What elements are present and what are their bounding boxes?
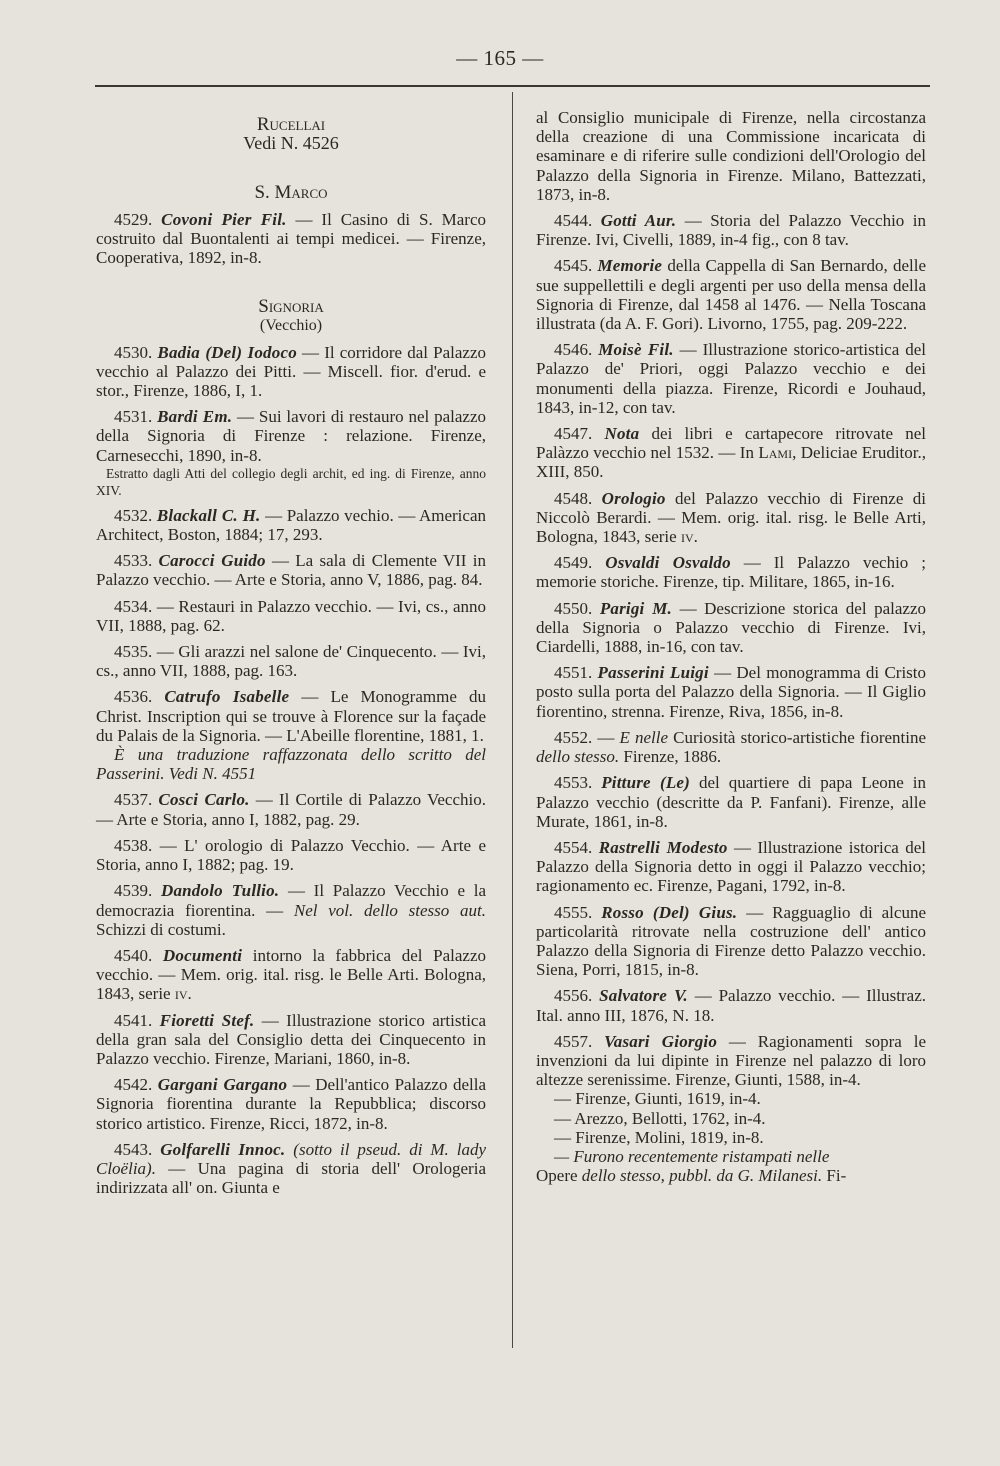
entry-4537: 4537. Cosci Carlo. — Il Cortile di Palazzo Vecchio. — Arte e Storia, anno I, 1882, pag. 29. (96, 790, 486, 829)
entry-4543: 4543. Golfarelli Innoc. (sotto il pseud. di M. lady Cloëlia). — Una pagina di storia dell' Orologeria indirizzata all' on. Giunta e (96, 1139, 487, 1198)
entry-4544: 4544. Gotti Aur. — Storia del Palazzo Vecchio in Firenze. Ivi, Civelli, 1889, in-4 fig., con 8 tav. (536, 211, 927, 250)
entry-4554: 4554. Rastrelli Modesto — Illustrazione istorica del Palazzo della Signoria detto in oggi il Palazzo vecchio; ragionamento ec. Firenze, Pagani, 1792, in-8. (536, 837, 927, 896)
entry-4545: 4545. Memorie della Cappella di San Bernardo, delle sue suppellettili e degli argenti per uso della mensa della Signoria di Firenze, dal 1458 al 1476. — Nella Toscana illustrata (da A. F. Gori). Livorno, 1755, pag. 209-222. (536, 256, 926, 334)
entry-4529: 4529. Covoni Pier Fil. — Il Casino di S. Marco costruito dal Buontalenti ai tempi medicei. — Firenze, Cooperativa, 1892, in-8. (96, 209, 486, 268)
column-divider (512, 92, 513, 1348)
entry-4538: 4538. — L' orologio di Palazzo Vecchio. — Arte e Storia, anno I, 1882; pag. 19. (96, 835, 486, 875)
entry-4555: 4555. Rosso (Del) Gius. — Ragguaglio di alcune particolarità ritrovate nella costruzione dell' antico Palazzo della Signoria di Firenze detto Palazzo vecchio. Siena, Porri, 1815, in-8. (536, 902, 926, 980)
entry-4557-edition-1819: — Firenze, Molini, 1819, in-8. (554, 1127, 764, 1147)
entry-4534: 4534. — Restauri in Palazzo vecchio. — Ivi, cs., anno VII, 1888, pag. 62. (96, 596, 486, 635)
section-heading-signoria: Signoria (258, 296, 324, 318)
entry-4557: 4557. Vasari Giorgio — Ragionamenti sopra le invenzioni da lui dipinte in Firenze nel palazzo di loro altezze serenissime. Firenze, Giunti, 1588, in-4. (536, 1031, 926, 1090)
entry-4540: 4540. Documenti intorno la fabbrica del Palazzo vecchio. — Mem. orig. ital. risg. le Belle Arti. Bologna, 1843, serie iv. (96, 945, 487, 1004)
entry-4532: 4532. Blackall C. H. — Palazzo vechio. — American Architect, Boston, 1884; 17, 293. (96, 505, 486, 545)
right-column (536, 108, 926, 1185)
entry-4536-note: È una traduzione raffazzonata dello scritto del Passerini. Vedi N. 4551 (96, 745, 486, 784)
entry-4557-edition-1619: — Firenze, Giunti, 1619, in-4. (554, 1089, 761, 1109)
entry-4553: 4553. Pitture (Le) del quartiere di papa Leone in Palazzo vecchio (descritte da P. Fanfani). Firenze, alle Murate, 1861, in-8. (536, 773, 927, 831)
entry-4546: 4546. Moisè Fil. — Illustrazione storico-artistica del Palazzo de' Priori, oggi Palazzo vecchio e dei monumenti della piazza. Firenze, Ricordi e Jouhaud, 1843, in-12, con tav. (536, 340, 926, 417)
entry-4536: 4536. Catrufo Isabelle — Le Monogramme du Christ. Inscription qui se trouve à Florence sur la façade du Palais de la Signoria. — L'Abeille florentine, 1881, 1. (96, 687, 486, 745)
header-rule (95, 85, 930, 87)
section-heading-rucellai: Rucellai (256, 114, 326, 135)
entry-4548: 4548. Orologio del Palazzo vecchio di Firenze di Niccolò Berardi. — Mem. orig. ital. risg. le Belle Arti, Bologna, 1843, serie iv. (536, 488, 926, 547)
left-column (96, 108, 486, 1197)
entry-4557-edition-1762: — Arezzo, Bellotti, 1762, in-4. (554, 1108, 766, 1128)
entry-4557-reprint-note: — Furono recentemente ristampati nelle (554, 1146, 830, 1166)
entry-4535: 4535. — Gli arazzi nel salone de' Cinquecento. — Ivi, cs., anno VII, 1888, pag. 163. (96, 642, 486, 681)
section-subheading: (Vecchio) (259, 317, 323, 335)
page-number: — 165 — (456, 46, 544, 70)
entry-4542: 4542. Gargani Gargano — Dell'antico Palazzo della Signoria fiorentina durante la Repubblica; discorso storico artistico. Firenze, Ricci, 1872, in-8. (96, 1075, 487, 1133)
entry-4551: 4551. Passerini Luigi — Del monogramma di Cristo posto sulla porta del Palazzo della Signoria. — Il Giglio fiorentino, strenna. Firenze, Riva, 1856, in-8. (536, 663, 927, 721)
entry-4550: 4550. Parigi M. — Descrizione storica del palazzo della Signoria o Palazzo vecchio di Firenze. Ivi, Ciardelli, 1888, in-16, con tav. (536, 598, 927, 657)
entry-4531: 4531. Bardi Em. — Sui lavori di restauro nel palazzo della Signoria di Firenze : relazione. Firenze, Carnesecchi, 1890, in-8. (96, 407, 487, 465)
entry-4543-continuation: al Consiglio municipale di Firenze, nella circostanza della creazione di una Commissione incaricata di esaminare e di riferire sulle condizioni dell'Orologio del Palazzo della Signoria in Firenze. Milano, Battezzati, 1873, in-8. (536, 108, 926, 204)
entry-4552: 4552. — E nelle Curiosità storico-artistiche fiorentine dello stesso. Firenze, 1886. (536, 727, 927, 767)
entry-4556: 4556. Salvatore V. — Palazzo vecchio. — Illustraz. Ital. anno III, 1876, N. 18. (536, 986, 927, 1025)
entry-4547: 4547. Nota dei libri e cartapecore ritrovate nel Palàzzo vecchio nel 1532. — In Lami, Deliciae Eruditor., XIII, 850. (536, 424, 926, 482)
entry-4541: 4541. Fioretti Stef. — Illustrazione storico artistica della gran sala del Consiglio detta dei Cinquecento in Palazzo vecchio. Firenze, Mariani, 1860, in-8. (96, 1010, 487, 1068)
entry-4557-reprint-note-cont: Opere dello stesso, pubbl. da G. Milanesi. Fi- (536, 1166, 847, 1186)
entry-4533: 4533. Carocci Guido — La sala di Clemente VII in Palazzo vecchio. — Arte e Storia, anno V, 1886, pag. 84. (96, 551, 486, 590)
section-heading-smarco: S. Marco (254, 182, 328, 204)
entry-4530: 4530. Badia (Del) Iodoco — Il corridore dal Palazzo vecchio al Palazzo dei Pitti. — Miscell. fior. d'erud. e stor., Firenze, 1886, I, 1. (96, 342, 486, 401)
cross-reference: Vedi N. 4526 (243, 133, 339, 154)
entry-4539: 4539. Dandolo Tullio. — Il Palazzo Vecchio e la democrazia fiorentina. — Nel vol. dello stesso aut. Schizzi di costumi. (96, 881, 486, 939)
entry-4549: 4549. Osvaldi Osvaldo — Il Palazzo vechio ; memorie storiche. Firenze, tip. Militare, 1865, in-16. (536, 553, 927, 592)
entry-4531-note: Estratto dagli Atti del collegio degli archit, ed ing. di Firenze, anno XIV. (96, 465, 486, 498)
